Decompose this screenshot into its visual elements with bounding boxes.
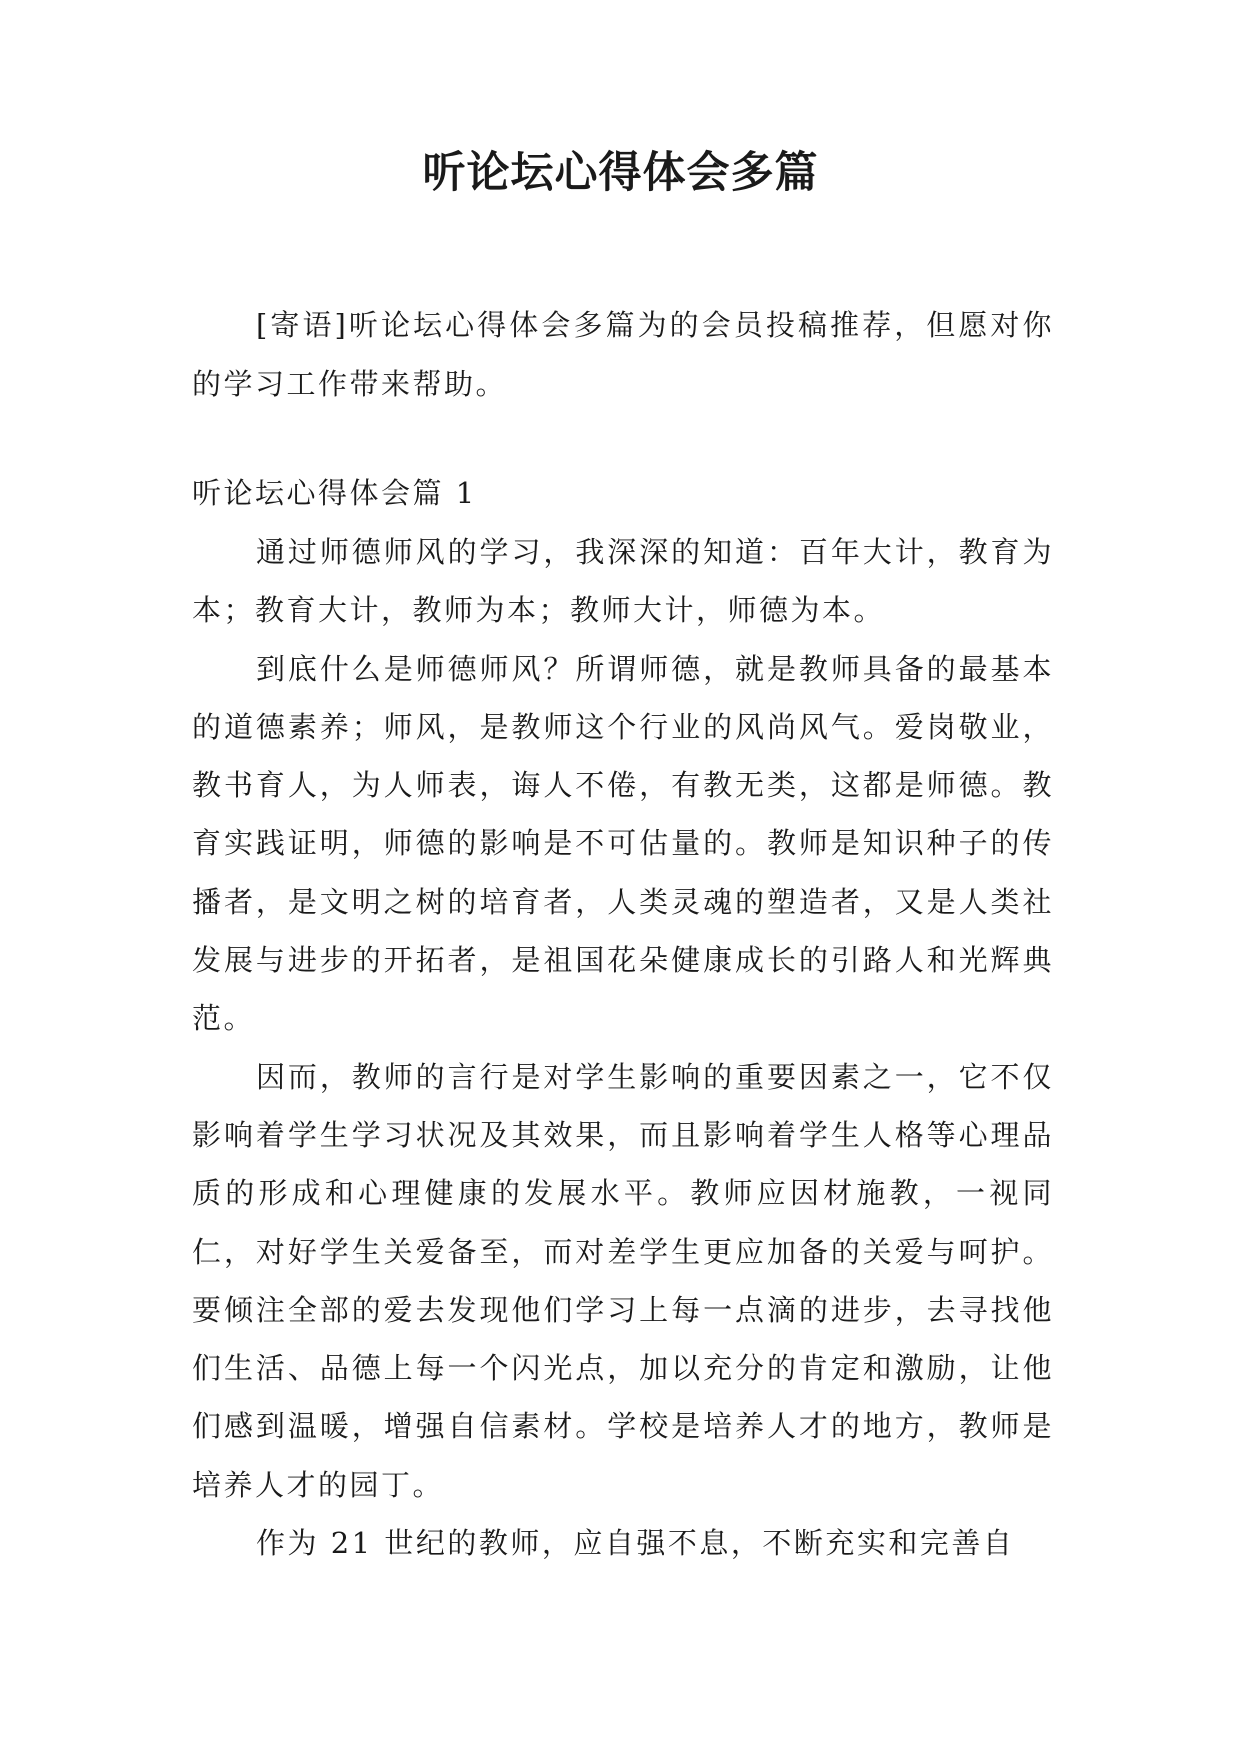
section-heading: 听论坛心得体会篇 1 xyxy=(192,476,477,510)
document-title: 听论坛心得体会多篇 xyxy=(422,148,819,198)
body-paragraph-1: 通过师德师风的学习，我深深的知道：百年大计，教育为本；教育大计，教师为本；教师大计，师德为本。 xyxy=(192,535,1054,628)
body-paragraph-3: 因而，教师的言行是对学生影响的重要因素之一，它不仅影响着学生学习状况及其效果，而且影响着学生人格等心理品质的形成和心理健康的发展水平。教师应因材施教，一视同仁，对好学生关爱备至，而对差学生更应加备的关爱与呵护。要倾注全部的爱去发现他们学习上每一点滴的进步，去寻找他们生活、品德上每一个闪光点，加以充分的肯定和激励，让他们感到温暖，增强自信素材。学校是培养人才的地方，教师是培养人才的园丁。 xyxy=(192,1059,1054,1502)
body-paragraph-2: 到底什么是师德师风？所谓师德，就是教师具备的最基本的道德素养；师风，是教师这个行业的风尚风气。爱岗敬业，教书育人，为人师表，诲人不倦，有教无类，这都是师德。教育实践证明，师德的影响是不可估量的。教师是知识种子的传播者，是文明之树的培育者，人类灵魂的塑造者，又是人类社发展与进步的开拓者，是祖国花朵健康成长的引路人和光辉典范。 xyxy=(192,651,1054,1036)
intro-paragraph: [寄语]听论坛心得体会多篇为的会员投稿推荐，但愿对你的学习工作带来帮助。 xyxy=(192,308,1054,401)
body-paragraph-4: 作为 21 世纪的教师，应自强不息，不断充实和完善自 xyxy=(256,1526,1015,1561)
section-1 xyxy=(192,464,1054,1572)
